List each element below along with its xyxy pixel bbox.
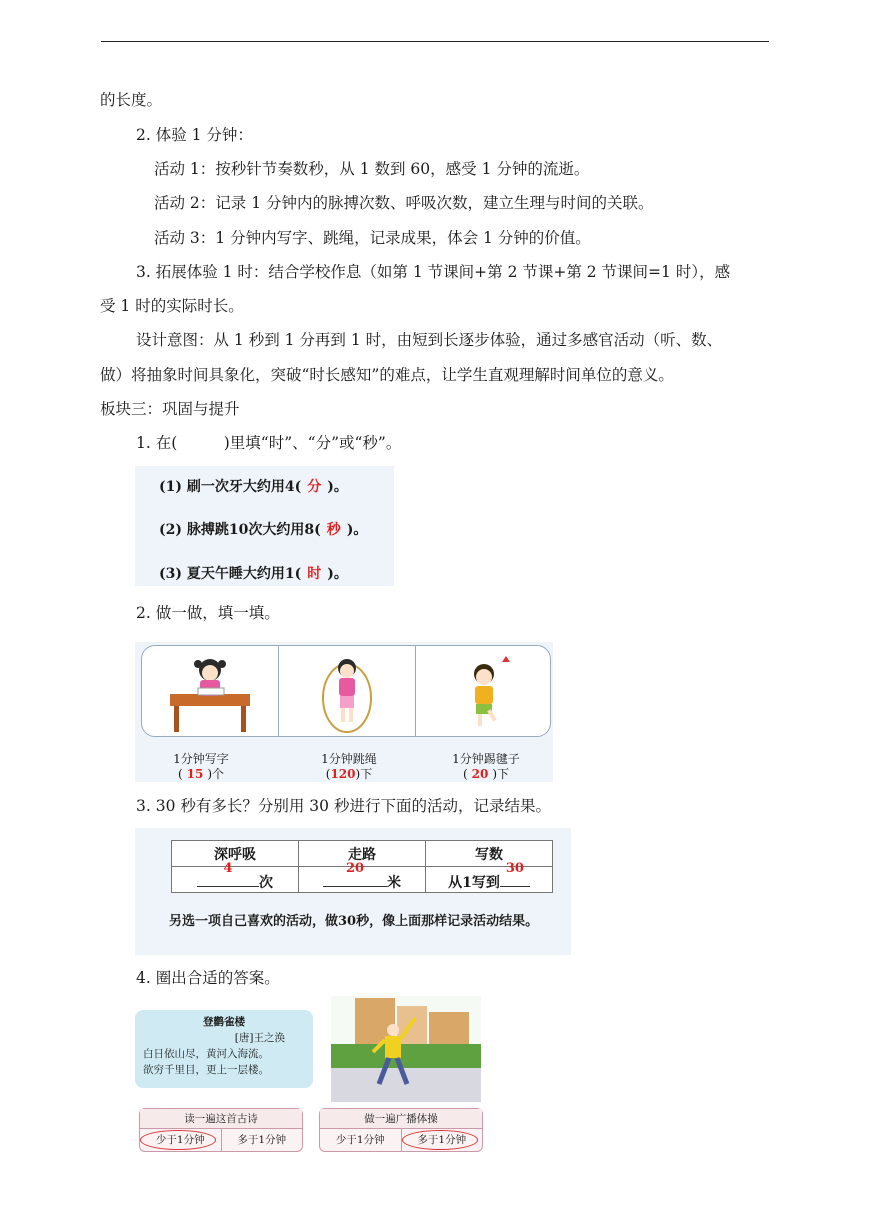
answer: 分 xyxy=(307,479,322,495)
answer-circle xyxy=(140,1130,216,1150)
option-less-than-1-minute[interactable]: 少于1分钟 xyxy=(320,1129,402,1152)
choice-box-exercise xyxy=(319,1108,483,1152)
poem-title: 登鹳雀楼 xyxy=(203,1016,245,1028)
card-jumping xyxy=(279,646,416,736)
choice-question: 读一遍这首古诗 xyxy=(140,1109,302,1129)
table-header: 深呼吸 xyxy=(172,841,299,867)
question-4: 4. 圈出合适的答案。 xyxy=(136,969,280,987)
exercise-1-box xyxy=(135,466,394,586)
poem-author: [唐]王之涣 xyxy=(234,1032,285,1044)
text-line: 设计意图：从 1 秒到 1 分再到 1 时，由短到长逐步体验，通过多感官活动（听、数、 xyxy=(136,331,723,349)
answer: 秒 xyxy=(326,522,341,538)
text-line: 活动 1：按秒针节奏数秒，从 1 数到 60，感受 1 分钟的流逝。 xyxy=(154,160,590,178)
exercise-scene-illustration xyxy=(331,996,481,1102)
text-line: 2. 体验 1 分钟： xyxy=(136,126,253,144)
text-line: 活动 3：1 分钟内写字、跳绳，记录成果，体会 1 分钟的价值。 xyxy=(154,229,591,247)
text-line: 做）将抽象时间具象化，突破“时长感知”的难点，让学生直观理解时间单位的意义。 xyxy=(100,366,674,384)
answer-circle xyxy=(402,1130,478,1150)
card-caption: 1分钟踢毽子 ( 20 )下 xyxy=(452,752,520,781)
choice-question: 做一遍广播体操 xyxy=(320,1109,482,1129)
answer: 20 xyxy=(471,767,489,781)
girl-writing-illustration xyxy=(142,646,278,737)
answer: 30 xyxy=(505,861,524,876)
exercise-1-item: (1) 刷一次牙大约用4( 分 )。 xyxy=(159,479,348,495)
answer: 4 xyxy=(223,861,233,876)
answer: 120 xyxy=(330,767,356,781)
card-caption: 1分钟跳绳 (120)下 xyxy=(321,752,377,781)
card-caption: 1分钟写字 ( 15 )个 xyxy=(173,752,229,781)
activity-cards xyxy=(141,645,551,737)
activity-table xyxy=(171,840,553,893)
option-more-than-1-minute[interactable]: 多于1分钟 xyxy=(402,1129,483,1152)
poem-line: 白日依山尽，黄河入海流。 xyxy=(143,1048,269,1060)
table-cell: 4 次 xyxy=(172,867,299,893)
table-cell: 20 米 xyxy=(299,867,426,893)
table-cell: 从1写到 30 xyxy=(426,867,553,893)
card-writing xyxy=(142,646,279,736)
question-2: 2. 做一做，填一填。 xyxy=(136,604,280,622)
text-line: 活动 2：记录 1 分钟内的脉搏次数、呼吸次数，建立生理与时间的关联。 xyxy=(154,194,654,212)
header-rule xyxy=(101,41,769,42)
table-header: 写数 xyxy=(426,841,553,867)
exercise-3-box xyxy=(135,828,571,955)
card-shuttlecock xyxy=(416,646,551,736)
text-line: 3. 拓展体验 1 时：结合学校作息（如第 1 节课间+第 2 节课+第 2 节课间=1 时），感 xyxy=(136,263,731,281)
exercise-1-item: (3) 夏天午睡大约用1( 时 )。 xyxy=(159,566,348,582)
answer: 15 xyxy=(186,767,204,781)
girl-jumping-rope-illustration xyxy=(279,646,415,737)
text-line: 的长度。 xyxy=(100,91,163,109)
exercise-3-note: 另选一项自己喜欢的活动，做30秒，像上面那样记录活动结果。 xyxy=(169,914,539,929)
exercise-4-box xyxy=(135,996,481,1152)
table-header: 走路 xyxy=(299,841,426,867)
text-line: 受 1 时的实际时长。 xyxy=(100,297,244,315)
option-less-than-1-minute[interactable]: 少于1分钟 xyxy=(140,1129,222,1152)
question-1: 1. 在( )里填“时”、“分”或“秒”。 xyxy=(136,434,402,452)
question-3: 3. 30 秒有多长？分别用 30 秒进行下面的活动，记录结果。 xyxy=(136,797,551,815)
answer: 时 xyxy=(307,566,322,582)
choice-box-poem xyxy=(139,1108,303,1152)
section-heading: 板块三：巩固与提升 xyxy=(100,400,240,418)
poem-line: 欲穷千里目，更上一层楼。 xyxy=(143,1064,269,1076)
boy-kicking-shuttlecock-illustration xyxy=(416,646,551,737)
answer: 20 xyxy=(345,861,365,876)
option-more-than-1-minute[interactable]: 多于1分钟 xyxy=(237,1134,287,1146)
poem-card xyxy=(135,1010,313,1088)
exercise-2-box xyxy=(135,642,553,782)
exercise-1-item: (2) 脉搏跳10次大约用8( 秒 )。 xyxy=(159,522,368,538)
